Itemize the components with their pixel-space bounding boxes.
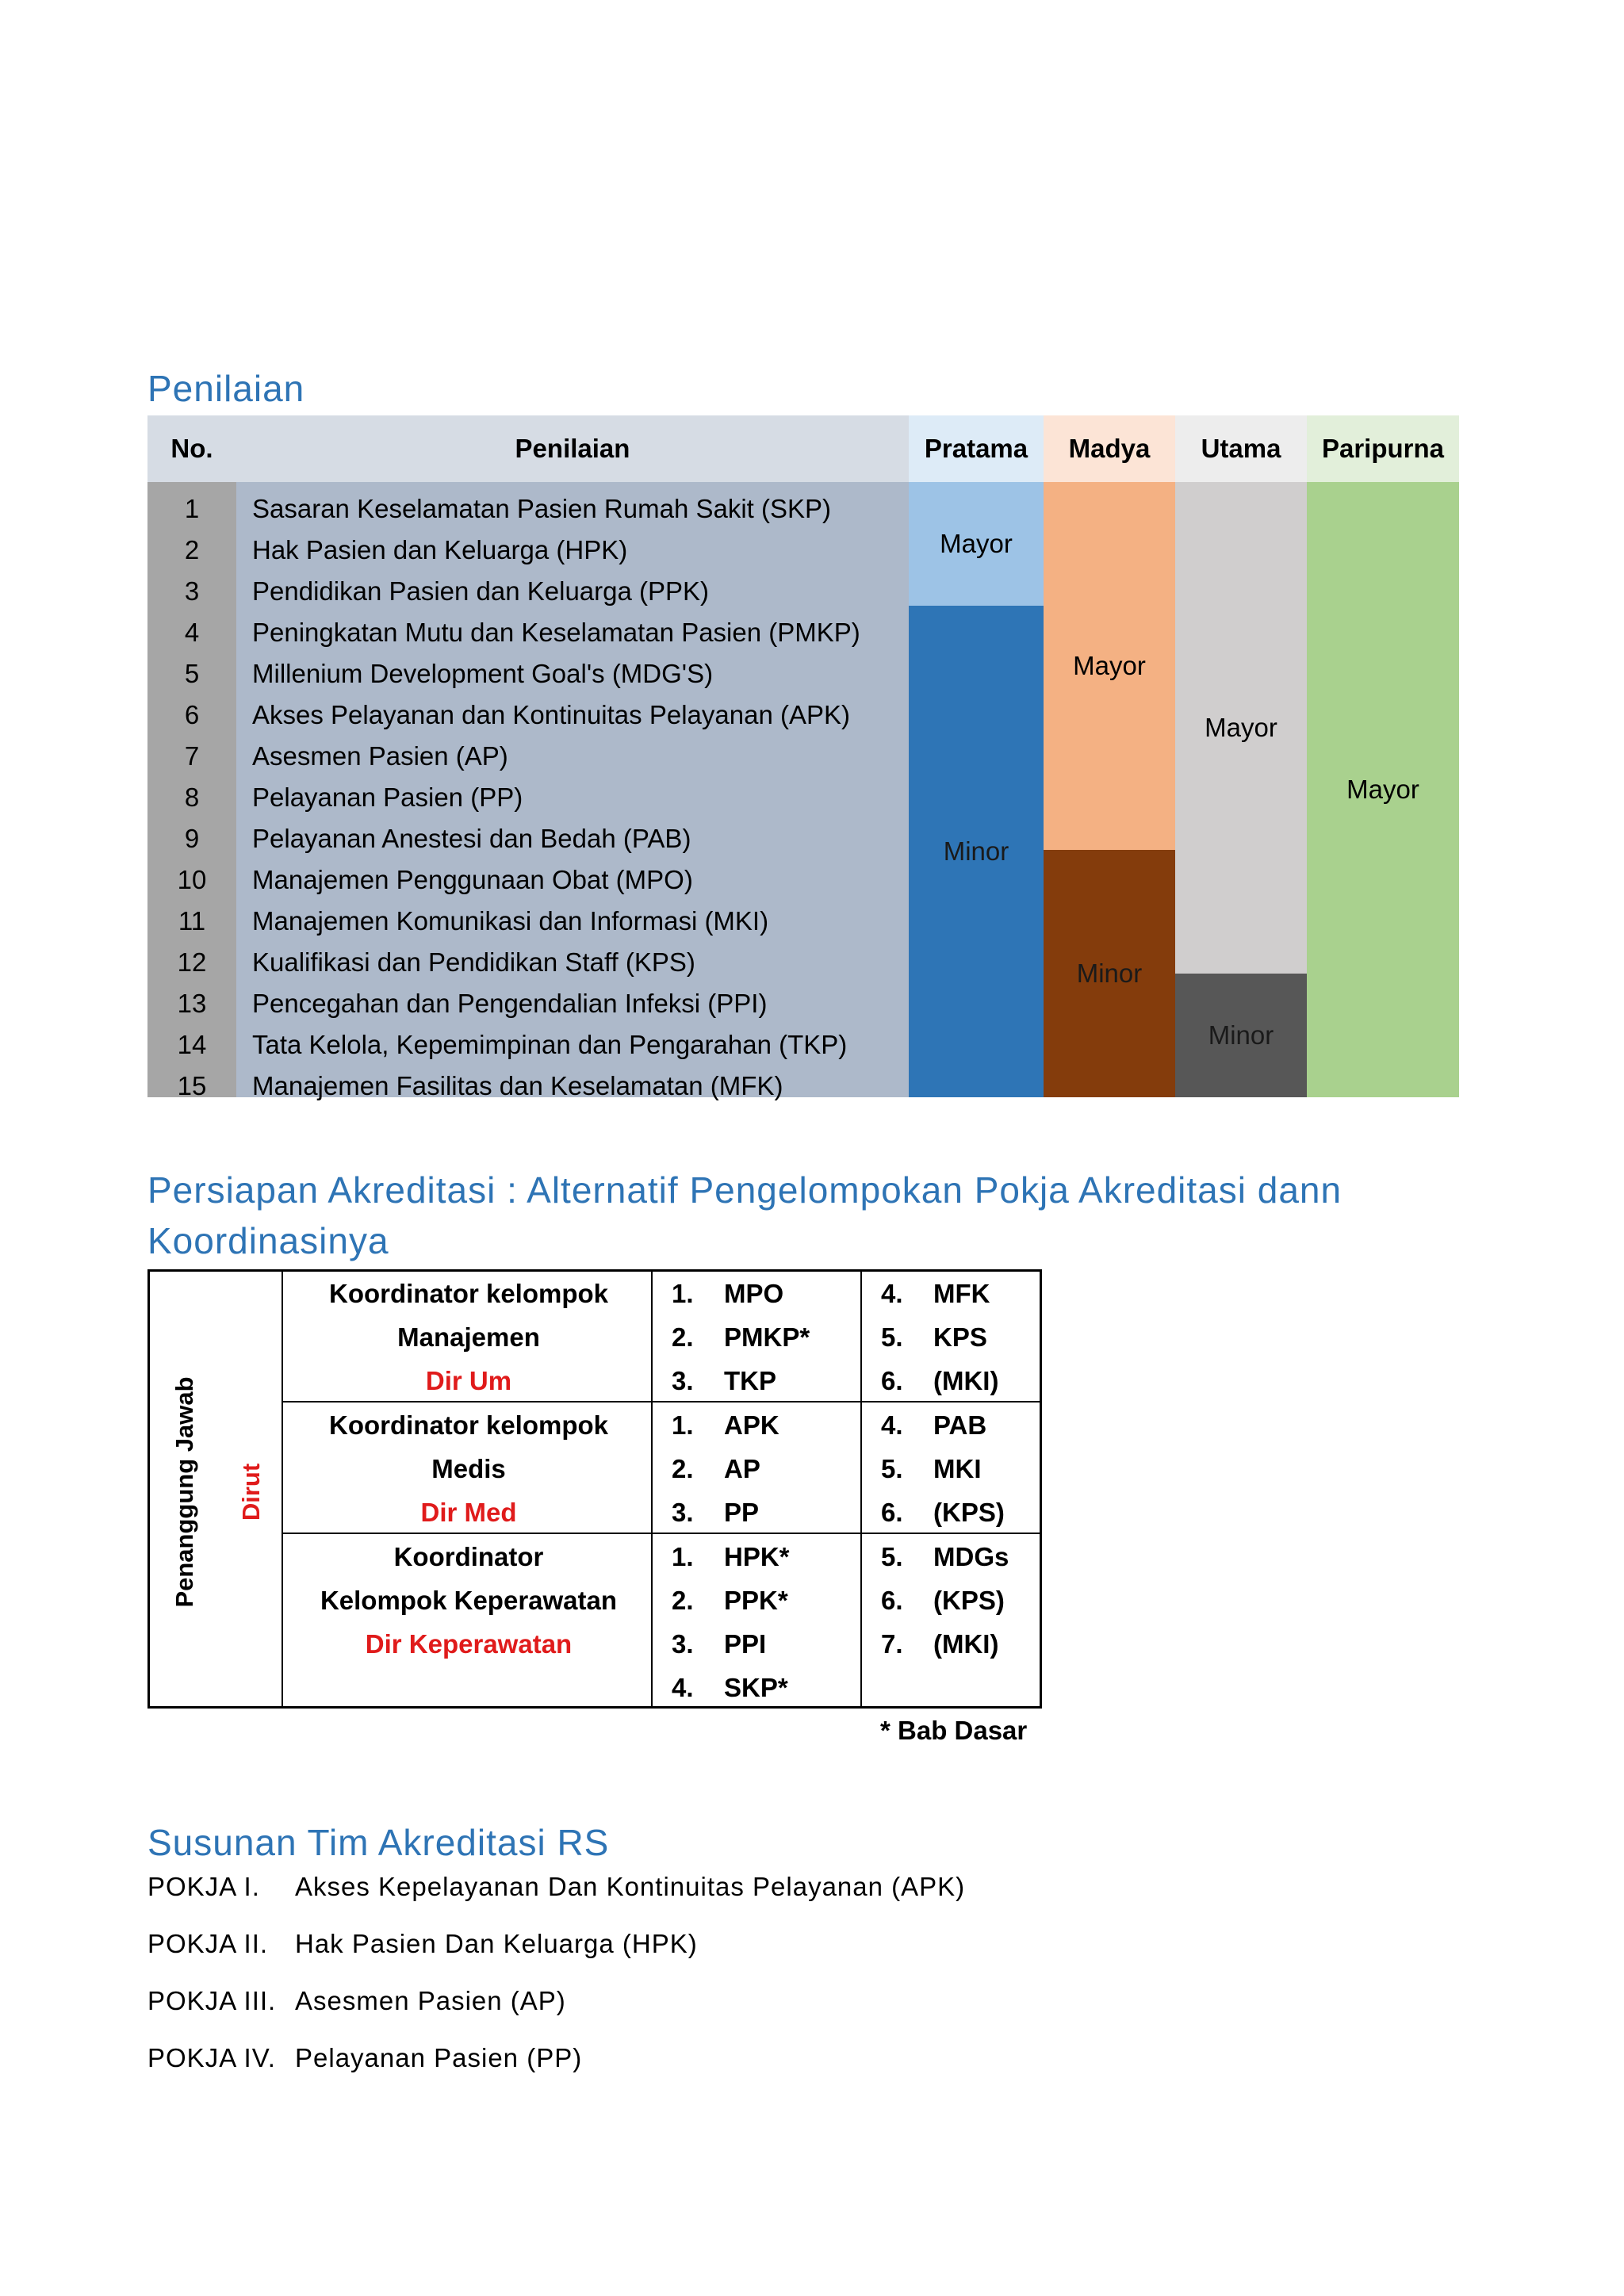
group-manajemen-director: Dir Um (425, 1366, 512, 1395)
list-number: 6. (881, 1366, 903, 1395)
list-number: 2. (672, 1586, 694, 1615)
list-number: 3. (672, 1366, 694, 1395)
row-number: 3 (184, 576, 200, 606)
group-keperawatan-title2: Kelompok Keperawatan (320, 1586, 618, 1615)
row-label: Hak Pasien dan Keluarga (HPK) (252, 535, 628, 564)
list-value: PPI (724, 1629, 767, 1659)
row-number: 8 (184, 783, 200, 812)
list-value: MFK (933, 1279, 990, 1308)
pokja-list-item (672, 1359, 776, 1402)
pokja-list-item (881, 1578, 1005, 1622)
dirut-label: Dirut (237, 1463, 265, 1521)
pokja-list-item (672, 1447, 760, 1490)
group-keperawatan-director: Dir Keperawatan (365, 1629, 573, 1659)
pokja-list-item (672, 1535, 790, 1578)
header-madya: Madya (1044, 415, 1175, 482)
list-value: PAB (933, 1410, 987, 1440)
row-number: 9 (184, 824, 200, 853)
row-number: 12 (177, 947, 207, 977)
group-medis-director: Dir Med (420, 1498, 517, 1527)
row-number: 2 (184, 535, 200, 564)
penilaian-heading: Penilaian (147, 368, 305, 409)
list-number: 3. (672, 1629, 694, 1659)
pokja-list-item (881, 1490, 1005, 1534)
row-number: 10 (177, 865, 207, 894)
group-medis-title1: Koordinator kelompok (328, 1410, 609, 1440)
group-manajemen-title2: Manajemen (397, 1322, 540, 1352)
bab-dasar-note: * Bab Dasar (880, 1716, 1028, 1745)
list-value: MDGs (933, 1542, 1009, 1571)
pokja-text: Akses Kepelayanan Dan Kontinuitas Pelayanan (APK) (295, 1872, 966, 1901)
row-label: Sasaran Keselamatan Pasien Rumah Sakit (SKP) (252, 494, 832, 523)
list-number: 5. (881, 1454, 903, 1483)
utama-mayor: Mayor (1175, 482, 1307, 974)
list-number: 1. (672, 1542, 694, 1571)
group-manajemen-title1: Koordinator kelompok (328, 1279, 609, 1308)
list-number: 2. (672, 1454, 694, 1483)
pokja-list-item (881, 1535, 1009, 1578)
pokja-list-item (672, 1272, 783, 1315)
header-pratama: Pratama (909, 415, 1044, 482)
grid-line (860, 1272, 862, 1706)
list-number: 7. (881, 1629, 903, 1659)
list-value: HPK* (724, 1542, 790, 1571)
list-number: 1. (672, 1410, 694, 1440)
list-value: (MKI) (933, 1366, 999, 1395)
row-number: 6 (184, 700, 200, 729)
list-value: PPK* (724, 1586, 788, 1615)
row-number: 11 (178, 906, 206, 936)
list-number: 5. (881, 1542, 903, 1571)
row-label: Asesmen Pasien (AP) (252, 741, 508, 771)
list-value: KPS (933, 1322, 987, 1352)
list-value: MKI (933, 1454, 982, 1483)
pokja-label: POKJA I. (147, 1872, 260, 1901)
list-number: 4. (881, 1279, 903, 1308)
pratama-minor: Minor (909, 606, 1044, 1097)
header-no: No. (147, 415, 236, 482)
madya-mayor: Mayor (1044, 482, 1175, 850)
header-penilaian: Penilaian (236, 415, 909, 482)
row-number: 7 (184, 741, 200, 771)
list-number: 2. (672, 1322, 694, 1352)
list-number: 5. (881, 1322, 903, 1352)
list-value: MPO (724, 1279, 784, 1308)
penanggung-jawab-label: Penanggung Jawab (170, 1376, 198, 1608)
pokja-list-item (672, 1315, 810, 1359)
row-number: 14 (177, 1030, 207, 1059)
pokja-item (147, 1923, 698, 1965)
row-label: Pencegahan dan Pengendalian Infeksi (PPI) (252, 989, 768, 1018)
list-number: 3. (672, 1498, 694, 1527)
row-label: Tata Kelola, Kepemimpinan dan Pengarahan (TKP) (252, 1030, 848, 1059)
header-paripurna: Paripurna (1307, 415, 1459, 482)
persiapan-heading-line2: Koordinasinya (147, 1220, 389, 1261)
pokja-list-item (881, 1359, 998, 1402)
header-utama: Utama (1175, 415, 1307, 482)
pokja-list-item (672, 1490, 759, 1534)
row-label: Kualifikasi dan Pendidikan Staff (KPS) (252, 947, 695, 977)
pokja-list-item (881, 1315, 987, 1359)
pokja-text: Pelayanan Pasien (PP) (295, 2043, 583, 2072)
susunan-heading: Susunan Tim Akreditasi RS (147, 1822, 610, 1863)
pokja-item (147, 2038, 582, 2079)
row-label: Akses Pelayanan dan Kontinuitas Pelayanan (APK) (252, 700, 850, 729)
row-number: 15 (177, 1071, 207, 1100)
pokja-text: Asesmen Pasien (AP) (295, 1986, 566, 2015)
madya-minor: Minor (1044, 850, 1175, 1097)
pokja-label: POKJA III. (147, 1986, 277, 2015)
list-value: TKP (724, 1366, 776, 1395)
list-number: 4. (672, 1673, 694, 1702)
pokja-label: POKJA IV. (147, 2043, 276, 2072)
pratama-mayor: Mayor (909, 482, 1044, 606)
row-label: Manajemen Penggunaan Obat (MPO) (252, 865, 693, 894)
pokja-list-item (881, 1272, 990, 1315)
list-value: (KPS) (933, 1586, 1005, 1615)
paripurna-mayor: Mayor (1307, 482, 1459, 1097)
list-value: PP (724, 1498, 760, 1527)
group-medis-title2: Medis (431, 1454, 506, 1483)
row-label: Millenium Development Goal's (MDG'S) (252, 659, 714, 688)
pokja-list-item (881, 1403, 986, 1447)
row-number: 5 (184, 659, 200, 688)
row-label: Pelayanan Pasien (PP) (252, 783, 523, 812)
pokja-item (147, 1980, 566, 2022)
pokja-text: Hak Pasien Dan Keluarga (HPK) (295, 1929, 698, 1958)
list-value: AP (724, 1454, 760, 1483)
pokja-list-item (672, 1578, 788, 1622)
row-label: Peningkatan Mutu dan Keselamatan Pasien (PMKP) (252, 618, 860, 647)
list-value: SKP* (724, 1673, 788, 1702)
list-number: 4. (881, 1410, 903, 1440)
pokja-list-item (672, 1403, 779, 1447)
pokja-list-item (672, 1666, 788, 1709)
koordinasi-table (147, 1269, 1042, 1709)
group-keperawatan-title1: Koordinator (393, 1542, 544, 1571)
row-number: 13 (177, 989, 207, 1018)
penilaian-table (147, 415, 1459, 1100)
pokja-list-item (881, 1447, 982, 1490)
list-number: 6. (881, 1498, 903, 1527)
list-value: PMKP* (724, 1322, 810, 1352)
utama-minor: Minor (1175, 974, 1307, 1097)
persiapan-heading-line1: Persiapan Akreditasi : Alternatif Pengelompokan Pokja Akreditasi dann (147, 1169, 1342, 1211)
row-label: Pelayanan Anestesi dan Bedah (PAB) (252, 824, 691, 853)
list-value: (MKI) (933, 1629, 999, 1659)
row-number: 4 (184, 618, 200, 647)
pokja-label: POKJA II. (147, 1929, 269, 1958)
list-value: APK (724, 1410, 779, 1440)
list-value: (KPS) (933, 1498, 1005, 1527)
row-label: Pendidikan Pasien dan Keluarga (PPK) (252, 576, 710, 606)
row-label: Manajemen Fasilitas dan Keselamatan (MFK) (252, 1071, 783, 1100)
list-number: 6. (881, 1586, 903, 1615)
row-number: 1 (184, 494, 200, 523)
list-number: 1. (672, 1279, 694, 1308)
pokja-list-item (881, 1622, 998, 1666)
pokja-item (147, 1866, 965, 1908)
pokja-list-item (672, 1622, 766, 1666)
row-label: Manajemen Komunikasi dan Informasi (MKI) (252, 906, 769, 936)
